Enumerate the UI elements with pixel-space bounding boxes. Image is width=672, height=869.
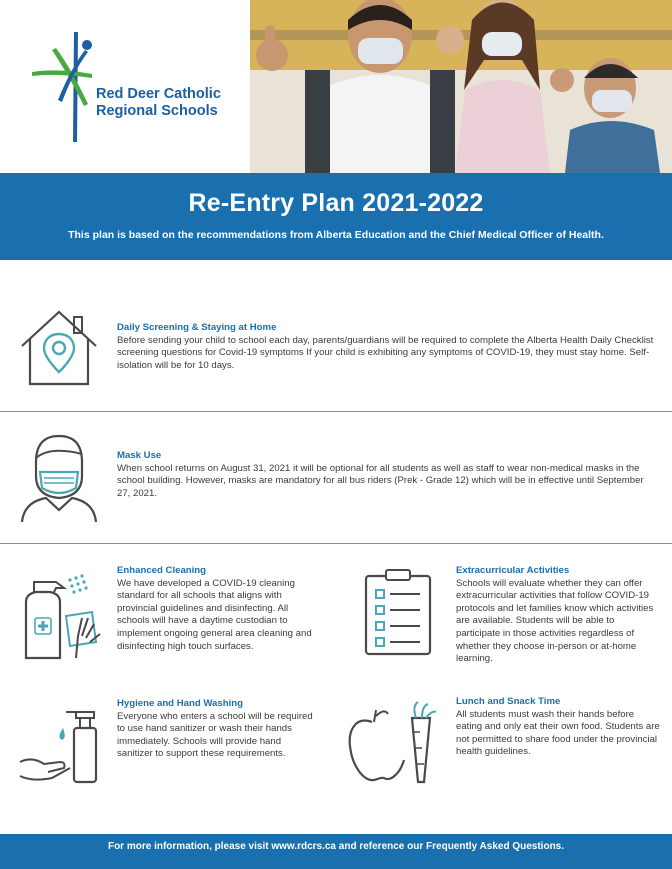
mask-body: When school returns on August 31, 2021 it will be optional for all students as well as staff to wear non-medical masks in the school building. However, masks are mandatory for all bus riders (Prek - Grade 12) which will be in effective until September 27, 2021. xyxy=(117,462,644,499)
screening-title: Daily Screening & Staying at Home xyxy=(117,322,277,333)
mask-title: Mask Use xyxy=(117,450,162,461)
divider xyxy=(0,411,672,412)
lunch-section xyxy=(456,696,661,759)
mask-section xyxy=(117,450,657,500)
screening-body: Before sending your child to school each day, parents/guardians will be required to complete the Alberta Health Daily Checklist screening questions for Covid-19 symptoms If your child is exhibiting any symptoms of COVID-19, they must stay home. Self-isolation will be for 10 days. xyxy=(117,334,654,371)
students-photo xyxy=(250,0,672,173)
clipboard-checklist-icon xyxy=(362,568,434,656)
extracurricular-title: Extracurricular Activities xyxy=(456,565,570,576)
students-photo-illustration xyxy=(250,0,672,173)
logo-text xyxy=(96,86,221,120)
hand-sanitizer-icon xyxy=(18,706,102,786)
logo-line-1: Red Deer Catholic xyxy=(96,86,221,102)
lunch-body: All students must wash their hands before eating and only eat their own food. Students are not permitted to share food under the provincial health guidelines. xyxy=(456,708,660,758)
cleaning-body: We have developed a COVID-19 cleaning standard for all schools that aligns with provincial guidelines and disinfecting. All schools will have a daytime custodian to implement ongoing general area cleaning and disinfecting high touch surfaces. xyxy=(117,577,312,652)
lunch-title: Lunch and Snack Time xyxy=(456,696,561,707)
page-subtitle: This plan is based on the recommendations from Alberta Education and the Chief Medical Officer of Health. xyxy=(68,229,604,241)
footer-text: For more information, please visit www.rdcrs.ca and reference our Frequently Asked Questions. xyxy=(107,841,565,852)
hygiene-body: Everyone who enters a school will be required to use hand sanitizer or wash their hands immediately. Schools will provide hand sanitizer to support these requirements. xyxy=(117,710,313,760)
page-title: Re-Entry Plan 2021-2022 xyxy=(188,189,484,217)
hygiene-title: Hygiene and Hand Washing xyxy=(117,698,243,709)
hygiene-section xyxy=(117,698,317,761)
spray-bottle-icon xyxy=(16,572,104,662)
apple-carrot-icon xyxy=(346,700,438,786)
cleaning-section xyxy=(117,565,317,653)
logo-line-2: Regional Schools xyxy=(96,103,218,119)
footer-banner xyxy=(0,834,672,869)
extracurricular-section xyxy=(456,565,661,666)
house-location-icon xyxy=(18,308,100,388)
masked-person-icon xyxy=(20,432,98,524)
extracurricular-body: Schools will evaluate whether they can offer extracurricular activities that follow COVID-19 protocols and let families know which activities are available. Students will be able to participate in those activities regardless of whether they choose in-person or at-home learning. xyxy=(456,577,654,665)
divider xyxy=(0,543,672,544)
screening-section xyxy=(117,322,657,372)
title-banner xyxy=(0,173,672,260)
header xyxy=(0,0,672,173)
cleaning-title: Enhanced Cleaning xyxy=(117,565,207,576)
